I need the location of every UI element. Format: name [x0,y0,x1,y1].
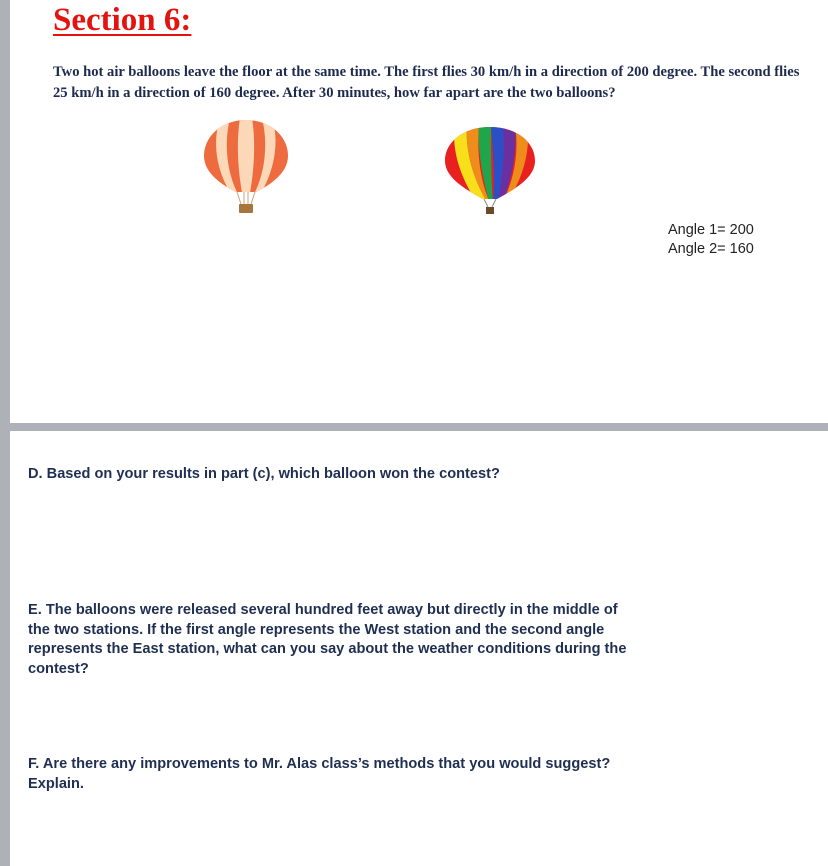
problem-statement: Two hot air balloons leave the floor at the same time. The first flies 30 km/h in a direction of 200 degree. The second flies 25 km/h in a direction of 160 degree. After 30 minutes, how far apart are the two balloons? [53,64,800,101]
question-d: D. Based on your results in part (c), which balloon won the contest? [28,466,500,482]
angle-1-note: Angle 1= 200 [668,222,754,238]
section-title: Section 6: [53,2,192,38]
worksheet-page-bottom [10,431,828,866]
question-e: E. The balloons were released several hundred feet away but directly in the middle of the two stations. If the first angle represents the West station and the second angle represents the East station, what can you say about the weather conditions during the contest? [28,602,627,677]
angle-2-note: Angle 2= 160 [668,241,754,257]
question-f: F. Are there any improvements to Mr. Alas class’s methods that you would suggest? Explain. [28,756,611,792]
rainbow-balloon-icon [443,125,537,217]
angle-notes [668,221,754,259]
worksheet-page-top [10,0,828,423]
striped-balloon-icon [202,118,290,214]
